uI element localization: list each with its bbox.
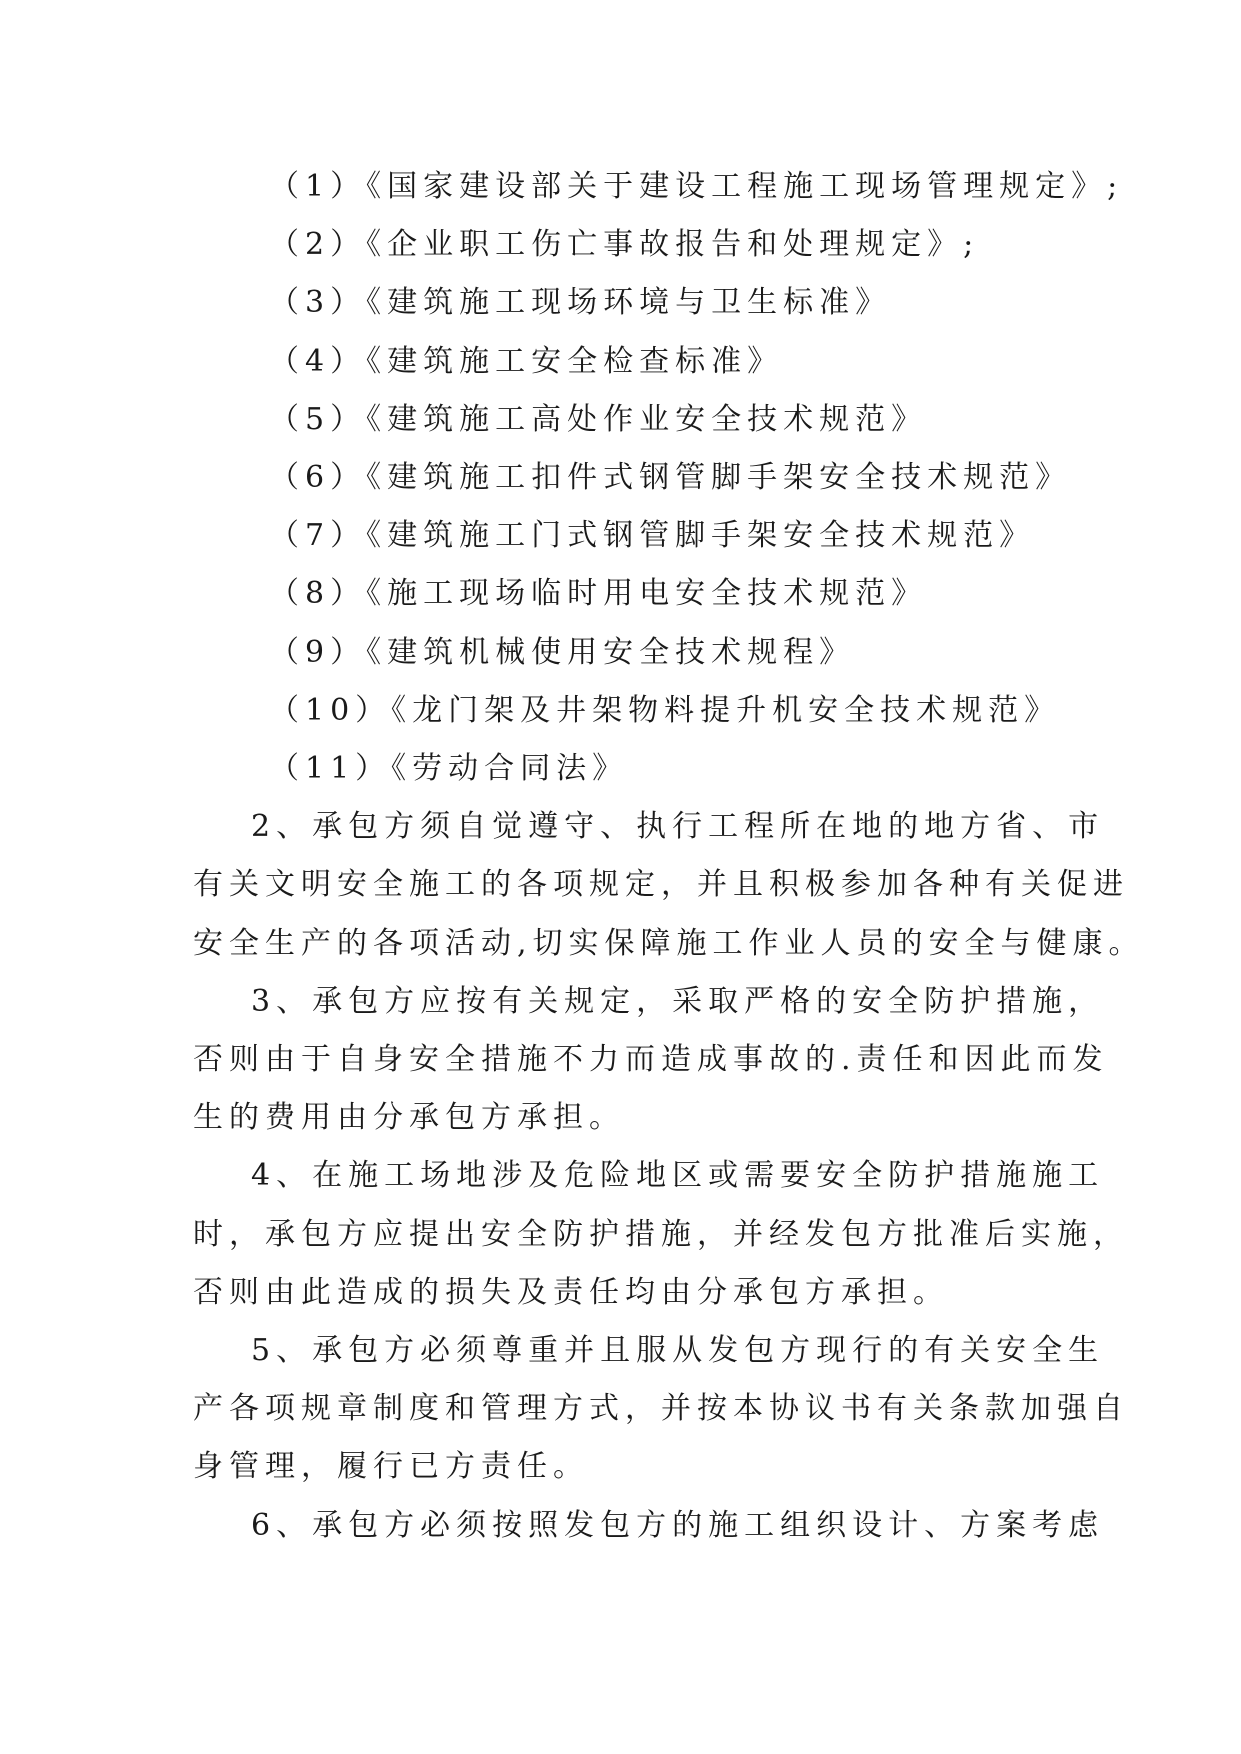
clause-5-line-1: 5、承包方必须尊重并且服从发包方现行的有关安全生	[251, 1333, 1105, 1369]
clause-5-line-2: 产各项规章制度和管理方式，并按本协议书有关条款加强自	[193, 1391, 1129, 1427]
clause-2-line-3: 安全生产的各项活动,切实保障施工作业人员的安全与健康。	[193, 925, 1145, 961]
reference-item-10: （10）《龙门架及井架物料提升机安全技术规范》	[269, 692, 1061, 728]
reference-item-8: （8）《施工现场临时用电安全技术规范》	[269, 576, 928, 612]
reference-item-9: （9）《建筑机械使用安全技术规程》	[269, 634, 856, 670]
clause-6	[193, 1497, 1105, 1555]
reference-item-2: （2）《企业职工伤亡事故报告和处理规定》;	[269, 227, 980, 263]
reference-item-4: （4）《建筑施工安全检查标准》	[269, 343, 784, 379]
clause-5	[193, 1322, 1129, 1497]
clause-2-line-1: 2、承包方须自觉遵守、执行工程所在地的地方省、市	[251, 809, 1105, 845]
clause-3-line-2: 否则由于自身安全措施不力而造成事故的.责任和因此而发	[193, 1042, 1109, 1078]
clause-2-line-2: 有关文明安全施工的各项规定，并且积极参加各种有关促进	[193, 867, 1129, 903]
reference-item-7: （7）《建筑施工门式钢管脚手架安全技术规范》	[269, 518, 1036, 554]
clause-5-line-3: 身管理，履行已方责任。	[193, 1449, 589, 1485]
reference-item-11: （11）《劳动合同法》	[269, 751, 629, 787]
clause-3-line-3: 生的费用由分承包方承担。	[193, 1100, 625, 1136]
clause-4-line-2: 时，承包方应提出安全防护措施，并经发包方批准后实施，	[193, 1216, 1129, 1252]
clause-4-line-1: 4、在施工场地涉及危险地区或需要安全防护措施施工	[251, 1158, 1105, 1194]
clause-3-line-1: 3、承包方应按有关规定，采取严格的安全防护措施，	[251, 983, 1105, 1019]
reference-item-3: （3）《建筑施工现场环境与卫生标准》	[269, 285, 892, 321]
clause-3	[193, 973, 1109, 1148]
reference-item-6: （6）《建筑施工扣件式钢管脚手架安全技术规范》	[269, 460, 1072, 496]
clause-4-line-3: 否则由此造成的损失及责任均由分承包方承担。	[193, 1274, 949, 1310]
document-body	[193, 158, 1145, 1555]
reference-item-1: （1）《国家建设部关于建设工程施工现场管理规定》;	[269, 169, 1124, 204]
clause-2	[193, 798, 1145, 973]
clause-4	[193, 1147, 1129, 1322]
reference-item-5: （5）《建筑施工高处作业安全技术规范》	[269, 401, 928, 437]
clause-6-line-1: 6、承包方必须按照发包方的施工组织设计、方案考虑	[251, 1507, 1105, 1543]
